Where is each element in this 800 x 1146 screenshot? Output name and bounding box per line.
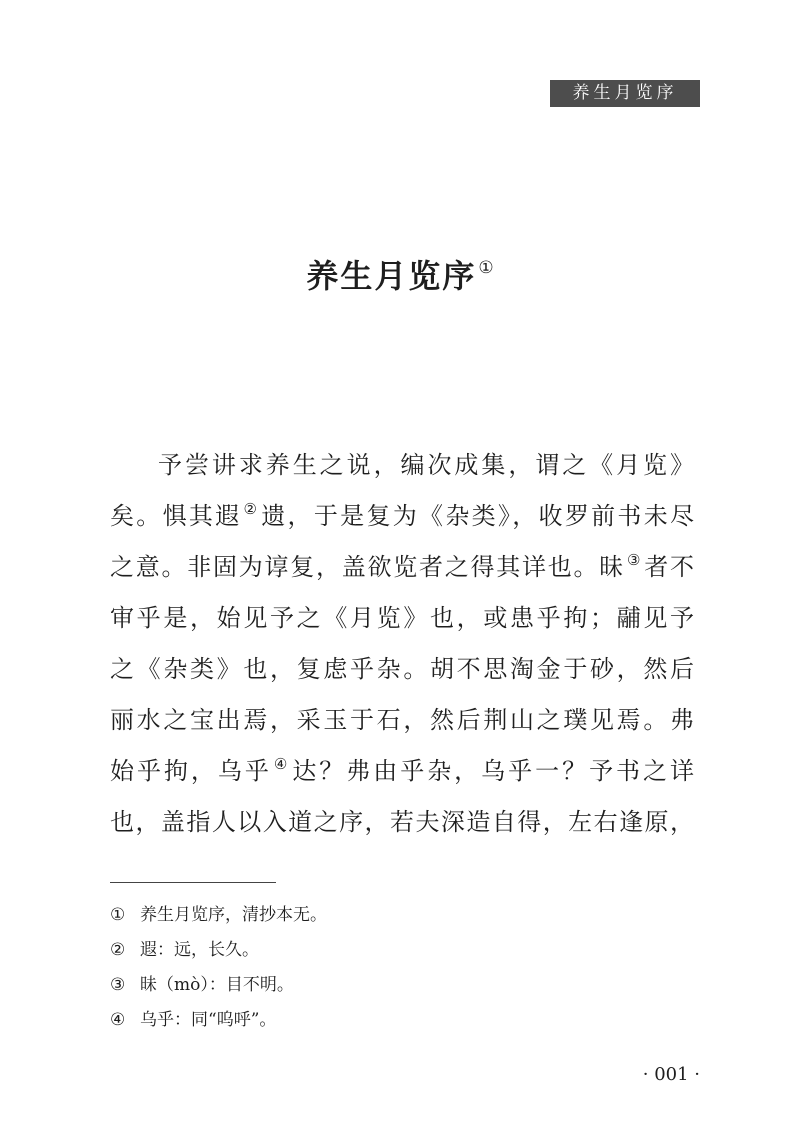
body-line-segment: 者不 <box>644 553 695 581</box>
running-header: 养生月览序 <box>550 80 700 107</box>
footnote-divider <box>110 882 276 883</box>
footnote-text: 昧（mò）：目不明。 <box>140 975 294 995</box>
body-line: 予尝讲求养生之说，编次成集，谓之《月览》 <box>158 451 694 479</box>
body-line-segment: 遗，于是复为《杂类》，收罗前书未尽 <box>261 502 695 530</box>
footnote-number: ① <box>110 905 126 925</box>
body-line-segment: 矣。惧其遐 <box>110 502 242 530</box>
footnote-number: ④ <box>110 1010 126 1030</box>
footnote-text: 乌乎：同“呜呼”。 <box>140 1010 277 1030</box>
footnote-mark: ② <box>243 500 260 518</box>
chapter-title-text: 养生月览序 <box>306 257 477 295</box>
footnote-text: 养生月览序，清抄本无。 <box>140 905 327 925</box>
chapter-title <box>0 244 800 300</box>
footnote-number: ③ <box>110 975 126 995</box>
footnote-mark: ④ <box>273 755 291 773</box>
body-line-segment: 之意。非固为谆复，盖欲览者之得其详也。昧 <box>110 553 626 581</box>
footnote-2 <box>110 933 670 968</box>
footnote-4 <box>110 1003 670 1038</box>
body-line: 丽水之宝出焉，采玉于石，然后荆山之璞见焉。弗 <box>110 706 694 734</box>
body-line <box>110 491 694 542</box>
footnote-number: ② <box>110 940 126 960</box>
body-line: 也，盖指人以入道之序，若夫深造自得，左右逢原， <box>110 808 694 836</box>
body-line-segment: 始乎拘，乌乎 <box>110 757 272 785</box>
footnote-mark: ③ <box>627 551 643 569</box>
footnotes <box>110 898 670 1038</box>
page-number: · 001 · <box>642 1064 700 1085</box>
body-line <box>110 746 694 797</box>
footnote-text: 遐：远，长久。 <box>140 940 259 960</box>
title-footnote-mark: ① <box>478 258 494 278</box>
body-line-segment: 达？弗由乎杂，乌乎一？予书之详 <box>292 757 695 785</box>
body-text <box>110 440 694 848</box>
body-line <box>110 542 694 593</box>
body-line: 之《杂类》也，复虑乎杂。胡不思淘金于砂，然后 <box>110 655 694 683</box>
footnote-1 <box>110 898 670 933</box>
footnote-3 <box>110 968 670 1003</box>
body-line: 审乎是，始见予之《月览》也，或患乎拘；鬴见予 <box>110 604 694 632</box>
